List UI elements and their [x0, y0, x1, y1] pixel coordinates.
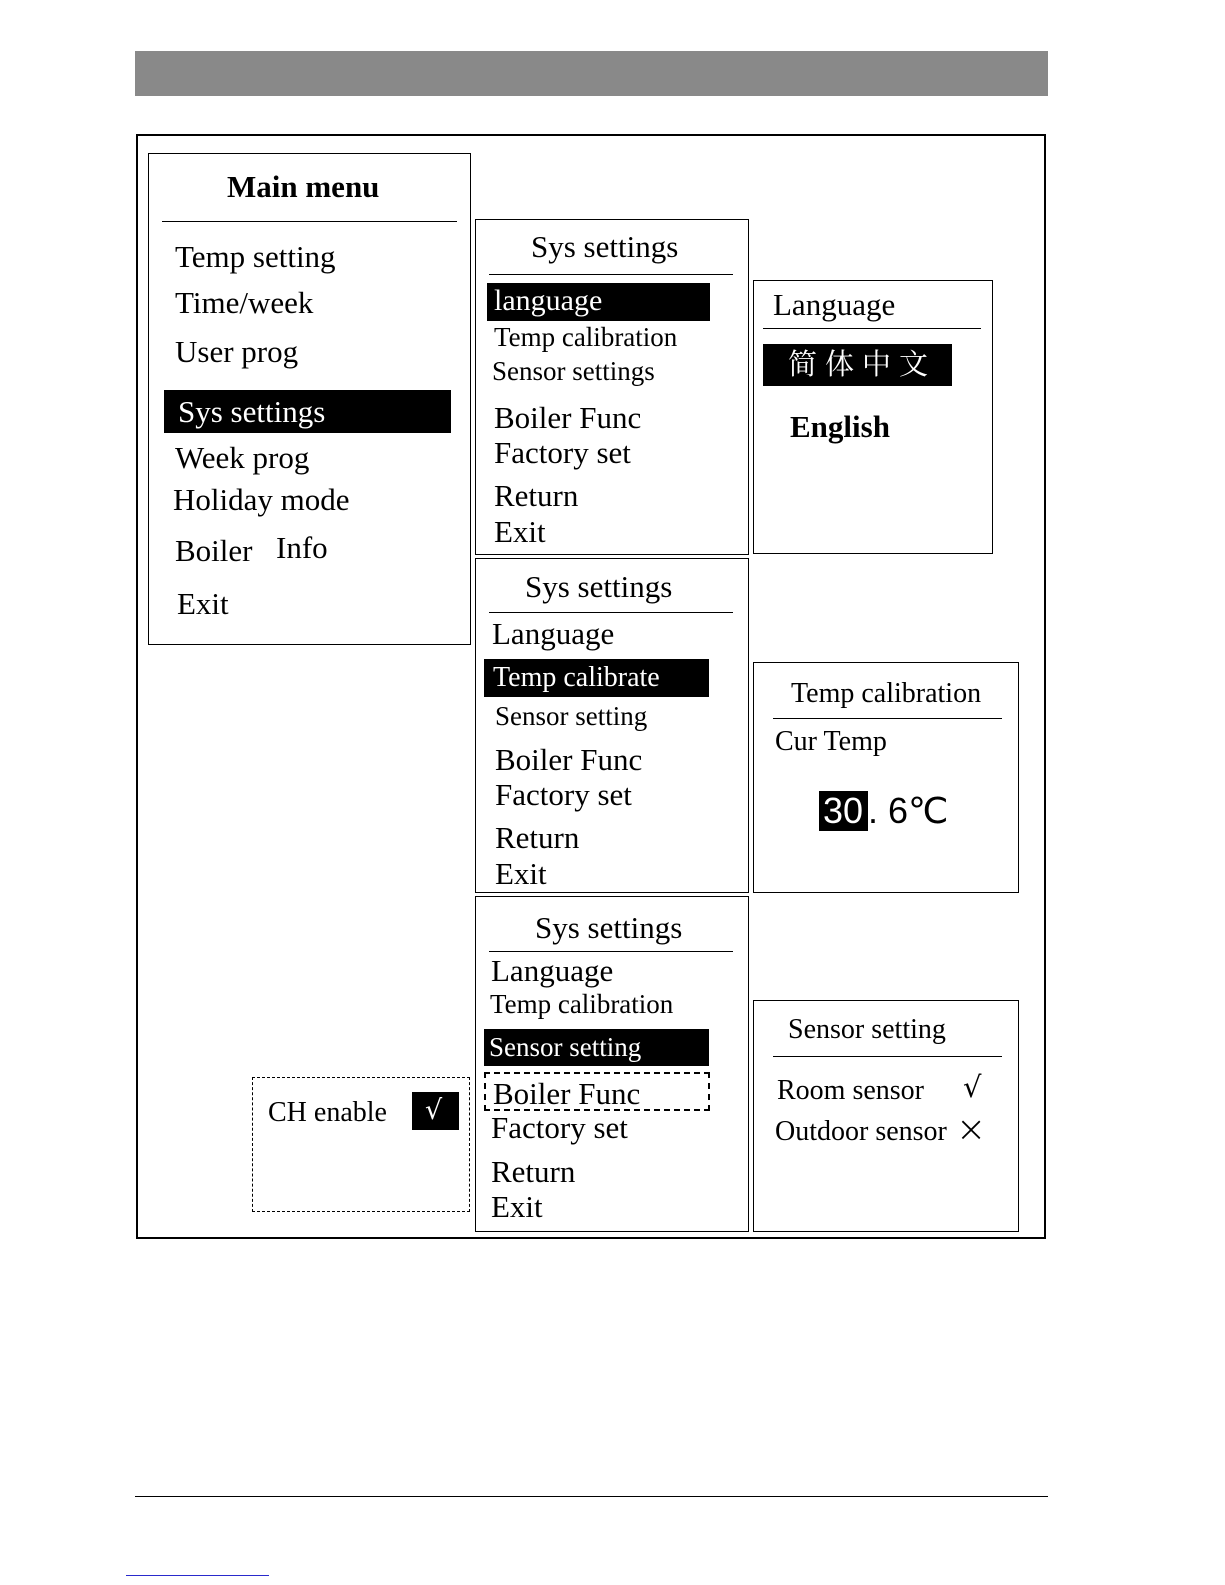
sys2-item-boiler-func[interactable]: Boiler Func [495, 742, 643, 777]
menu-item-temp-setting[interactable]: Temp setting [175, 239, 336, 274]
language-option-english[interactable]: English [790, 409, 890, 444]
sys2-item-return[interactable]: Return [495, 820, 580, 855]
ch-enable-check-icon[interactable]: √ [412, 1092, 459, 1130]
sys3-item-factory-set[interactable]: Factory set [491, 1110, 628, 1145]
menu-item-boiler[interactable]: Boiler [175, 533, 253, 568]
sys1-item-boiler-func[interactable]: Boiler Func [494, 400, 642, 435]
temp-value-decimal: . 6℃ [868, 790, 949, 831]
sys2-item-sensor-setting[interactable]: Sensor setting [495, 701, 648, 731]
menu-item-exit[interactable]: Exit [177, 586, 229, 621]
room-sensor-label: Room sensor [777, 1075, 924, 1106]
sys3-item-exit[interactable]: Exit [491, 1189, 543, 1224]
cur-temp-label: Cur Temp [775, 726, 887, 757]
footer-link-underline [126, 1575, 269, 1576]
sys-settings-2-divider [489, 612, 733, 613]
sys3-item-sensor-setting-selected[interactable]: Sensor setting [484, 1029, 709, 1066]
temp-calibration-title: Temp calibration [791, 678, 982, 709]
sensor-setting-divider [773, 1056, 1002, 1057]
sys2-item-language[interactable]: Language [492, 616, 615, 651]
sys1-item-sensor-settings[interactable]: Sensor settings [492, 356, 655, 386]
menu-item-time-week[interactable]: Time/week [175, 285, 314, 320]
menu-item-holiday-mode[interactable]: Holiday mode [173, 482, 350, 517]
menu-item-user-prog[interactable]: User prog [175, 334, 299, 369]
temp-calibration-divider [773, 718, 1002, 719]
ch-enable-label: CH enable [268, 1097, 387, 1128]
language-panel-title: Language [773, 287, 896, 322]
sys1-item-return[interactable]: Return [494, 478, 579, 513]
sys2-item-factory-set[interactable]: Factory set [495, 777, 632, 812]
language-option-chinese-selected[interactable]: 简体中文 [763, 344, 952, 386]
sys-settings-2-title: Sys settings [525, 569, 673, 604]
sys-settings-1-divider [489, 274, 733, 275]
temp-value-integer-selected[interactable]: 30 [819, 791, 868, 831]
sys1-item-temp-calibration[interactable]: Temp calibration [494, 322, 678, 352]
header-bar [135, 51, 1048, 96]
menu-item-week-prog[interactable]: Week prog [175, 440, 310, 475]
sys-settings-3-title: Sys settings [535, 910, 683, 945]
sys2-item-exit[interactable]: Exit [495, 856, 547, 891]
sensor-setting-title: Sensor setting [788, 1014, 946, 1045]
sys1-item-exit[interactable]: Exit [494, 514, 546, 549]
main-menu-divider [162, 221, 457, 222]
sys3-item-boiler-func[interactable]: Boiler Func [493, 1076, 641, 1111]
menu-item-sys-settings-selected[interactable]: Sys settings [164, 390, 451, 433]
sys2-item-temp-calibrate-selected[interactable]: Temp calibrate [484, 659, 709, 697]
bottom-rule [135, 1496, 1048, 1497]
sys3-item-temp-calibration[interactable]: Temp calibration [490, 989, 674, 1019]
sys1-item-language-selected[interactable]: language [487, 283, 710, 321]
outdoor-sensor-cross-icon[interactable]: × [956, 1109, 987, 1150]
sys-settings-3-divider [489, 951, 733, 952]
sys3-item-language[interactable]: Language [491, 953, 614, 988]
sys3-item-return[interactable]: Return [491, 1154, 576, 1189]
menu-item-info[interactable]: Info [276, 530, 328, 565]
sys1-item-factory-set[interactable]: Factory set [494, 435, 631, 470]
main-menu-title: Main menu [227, 169, 380, 204]
language-panel-divider [763, 328, 981, 329]
sys-settings-1-title: Sys settings [531, 229, 679, 264]
outdoor-sensor-label: Outdoor sensor [775, 1116, 947, 1147]
room-sensor-check-icon[interactable]: √ [963, 1070, 982, 1104]
